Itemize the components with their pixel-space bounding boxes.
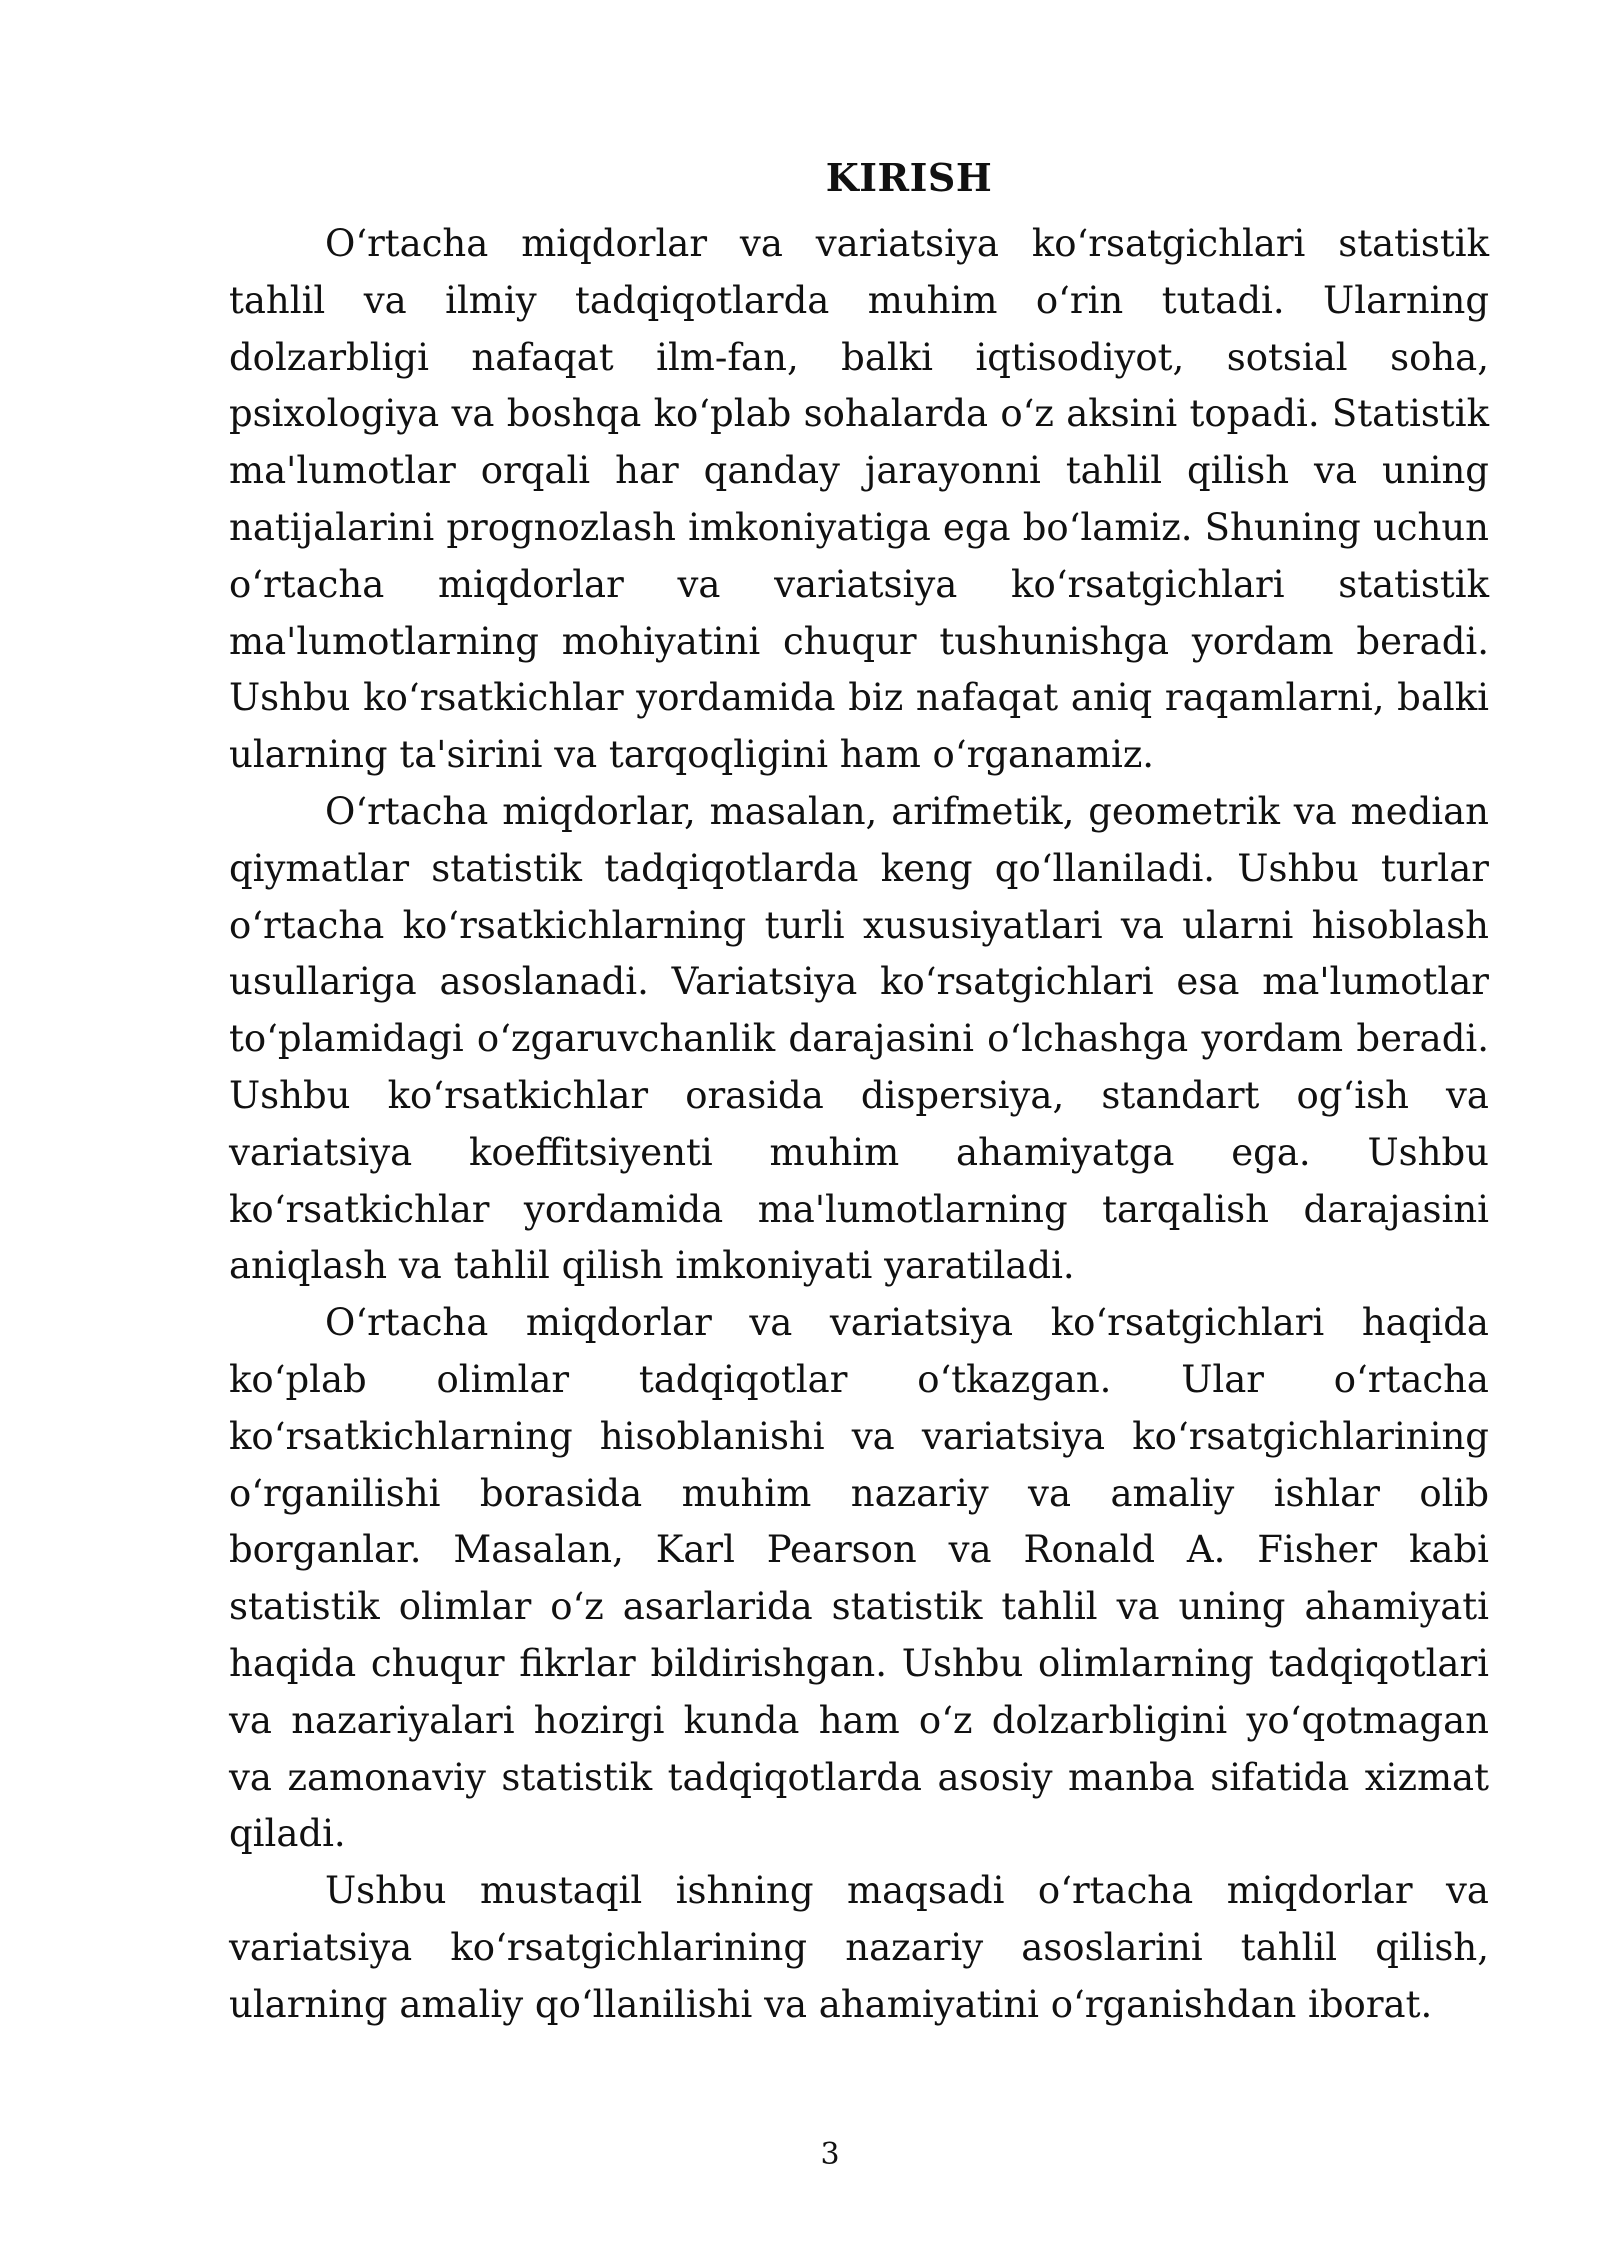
paragraph-1: O‘rtacha miqdorlar va variatsiya ko‘rsatgichlari statistik tahlil va ilmiy tadqiqotlarda muhim o‘rin tutadi. Ularning dolzarbligi nafaqat ilm-fan, balki iqtisodiyot, sotsial soha, psixologiya va boshqa ko‘plab sohalarda o‘z aksini topadi. Statistik ma'lumotlar orqali har qanday jarayonni tahlil qilish va uning natijalarini prognozlash imkoniyatiga ega bo‘lamiz. Shuning uchun o‘rtacha miqdorlar va variatsiya ko‘rsatgichlari statistik ma'lumotlarning mohiyatini chuqur tushunishga yordam beradi. Ushbu ko‘rsatkichlar yordamida biz nafaqat aniq raqamlarni, balki ularning ta'sirini va tarqoqligini ham o‘rganamiz. bbox=[229, 222, 1489, 777]
paragraph-4: Ushbu mustaqil ishning maqsadi o‘rtacha miqdorlar va variatsiya ko‘rsatgichlarining nazariy asoslarini tahlil qilish, ularning amaliy qo‘llanilishi va ahamiyatini o‘rganishdan iborat. bbox=[229, 1869, 1489, 2026]
paragraph-3: O‘rtacha miqdorlar va variatsiya ko‘rsatgichlari haqida ko‘plab olimlar tadqiqotlar o‘tkazgan. Ular o‘rtacha ko‘rsatkichlarning hisoblanishi va variatsiya ko‘rsatgichlarining o‘rganilishi borasida muhim nazariy va amaliy ishlar olib borganlar. Masalan, Karl Pearson va Ronald A. Fisher kabi statistik olimlar o‘z asarlarida statistik tahlil va uning ahamiyati haqida chuqur fikrlar bildirishgan. Ushbu olimlarning tadqiqotlari va nazariyalari hozirgi kunda ham o‘z dolzarbligini yo‘qotmagan va zamonaviy statistik tadqiqotlarda asosiy manba sifatida xizmat qiladi. bbox=[229, 1301, 1489, 1856]
document-page bbox=[229, 150, 1489, 2034]
section-title: KIRISH bbox=[825, 155, 993, 200]
paragraph-2: O‘rtacha miqdorlar, masalan, arifmetik, geometrik va median qiymatlar statistik tadqiqotlarda keng qo‘llaniladi. Ushbu turlar o‘rtacha ko‘rsatkichlarning turli xususiyatlari va ularni hisoblash usullariga asoslanadi. Variatsiya ko‘rsatgichlari esa ma'lumotlar to‘plamidagi o‘zgaruvchanlik darajasini o‘lchashga yordam beradi. Ushbu ko‘rsatkichlar orasida dispersiya, standart og‘ish va variatsiya koeffitsiyenti muhim ahamiyatga ega. Ushbu ko‘rsatkichlar yordamida ma'lumotlarning tarqalish darajasini aniqlash va tahlil qilish imkoniyati yaratiladi. bbox=[229, 789, 1489, 1288]
page-number: 3 bbox=[820, 2137, 840, 2172]
